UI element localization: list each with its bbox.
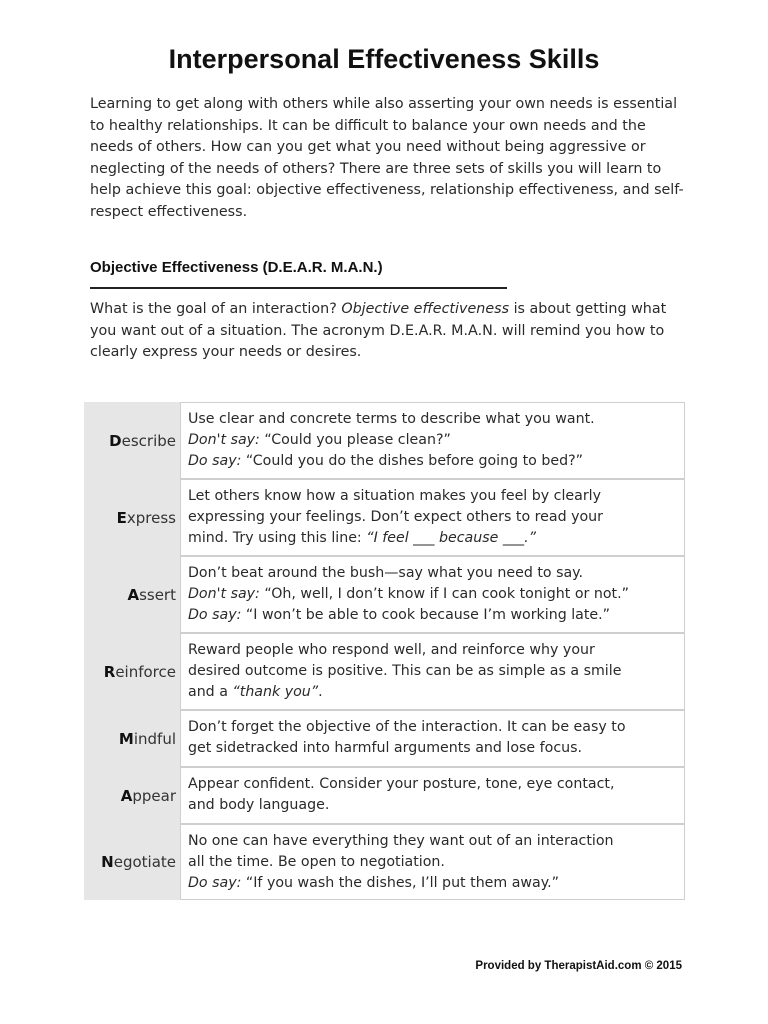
description-text: Use clear and concrete terms to describe what you want. (188, 411, 595, 427)
description-line (188, 774, 678, 795)
description-line (188, 430, 678, 451)
description-text: “Could you please clean?” (259, 432, 451, 448)
description-line (188, 605, 678, 626)
dearman-description (180, 767, 685, 824)
description-italic-text: “thank you” (232, 684, 319, 700)
dearman-term-rest: xpress (126, 508, 176, 527)
description-text: . (318, 684, 323, 700)
section-paragraph (90, 299, 690, 364)
intro-paragraph: Learning to get along with others while also asserting your own needs is essential to healthy relationships. It can be difficult to balance your own needs and the needs of others. How can you get what you need without being aggressive or neglecting of the needs of others? There are three sets of skills you will learn to help achieve this goal: objective effectiveness, relationship effectiveness, and self-respect effectiveness. (90, 96, 684, 220)
section-heading: Objective Effectiveness (D.E.A.R. M.A.N.) (90, 259, 383, 276)
description-line (188, 528, 678, 549)
description-line (188, 451, 678, 472)
description-text: desired outcome is positive. This can be as simple as a smile (188, 663, 622, 679)
dearman-term-rest: egotiate (113, 853, 176, 871)
dearman-term (84, 767, 176, 824)
description-line (188, 584, 678, 605)
description-text: get sidetracked into harmful arguments and lose focus. (188, 740, 583, 756)
description-italic-text: Do say: (188, 875, 242, 891)
description-text: Let others know how a situation makes you feel by clearly (188, 488, 601, 504)
section-text-start: What is the goal of an interaction? (90, 301, 342, 317)
dearman-term-rest: escribe (121, 431, 176, 450)
dearman-description (180, 633, 685, 710)
dearman-term (84, 633, 176, 710)
dearman-term-initial: A (127, 585, 140, 604)
dearman-description (180, 710, 685, 767)
description-text: mind. Try using this line: (188, 530, 367, 546)
description-text: “Could you do the dishes before going to bed?” (241, 453, 583, 469)
dearman-term-initial: R (103, 662, 116, 681)
dearman-row (84, 402, 685, 479)
description-text: expressing your feelings. Don’t expect others to read your (188, 509, 603, 525)
description-line (188, 640, 678, 661)
dearman-row (84, 824, 685, 900)
dearman-term-initial: N (101, 853, 114, 871)
section-text-end: is about getting what you want out of a situation. The acronym D.E.A.R. M.A.N. will remind you how to clearly express your needs or desires. (90, 301, 667, 360)
description-italic-text: Do say: (188, 453, 242, 469)
description-line (188, 873, 678, 894)
dearman-term (84, 710, 176, 767)
description-text: Appear confident. Consider your posture, tone, eye contact, (188, 776, 615, 792)
section-text-italic: Objective effectiveness (341, 301, 510, 317)
dearman-description (180, 479, 685, 556)
description-italic-text: Don't say: (188, 432, 260, 448)
description-text: “If you wash the dishes, I’ll put them away.” (241, 875, 559, 891)
description-line (188, 682, 678, 703)
dearman-term-rest: ppear (132, 786, 176, 805)
description-italic-text: “I feel ___ because ___.” (366, 530, 536, 546)
description-line (188, 717, 678, 738)
dearman-description (180, 824, 685, 900)
description-text: Reward people who respond well, and reinforce why your (188, 642, 595, 658)
description-italic-text: Don't say: (188, 586, 260, 602)
dearman-row (84, 633, 685, 710)
section-divider (90, 287, 507, 289)
description-text: “Oh, well, I don’t know if I can cook tonight or not.” (259, 586, 629, 602)
description-text: Don’t beat around the bush—say what you need to say. (188, 565, 584, 581)
dearman-term-initial: D (109, 431, 122, 450)
dearman-row (84, 556, 685, 633)
description-text: and a (188, 684, 233, 700)
description-line (188, 831, 678, 852)
description-text: Don’t forget the objective of the interaction. It can be easy to (188, 719, 626, 735)
dearman-row (84, 710, 685, 767)
description-text: all the time. Be open to negotiation. (188, 854, 445, 870)
dearman-term (84, 402, 176, 479)
description-line (188, 661, 678, 682)
description-line (188, 409, 678, 430)
description-text: “I won’t be able to cook because I’m working late.” (241, 607, 611, 623)
dearman-term (84, 556, 176, 633)
dearman-term-rest: indful (133, 729, 176, 748)
description-line (188, 795, 678, 816)
description-line (188, 563, 678, 584)
description-text: and body language. (188, 797, 330, 813)
dearman-row (84, 767, 685, 824)
footer-credit: Provided by TherapistAid.com © 2015 (475, 960, 682, 972)
dearman-term-rest: ssert (139, 585, 176, 604)
dearman-term (84, 824, 176, 900)
dearman-term-initial: A (120, 786, 133, 805)
dearman-description (180, 556, 685, 633)
dearman-term-initial: E (116, 508, 127, 527)
dearman-description (180, 402, 685, 479)
page-title: Interpersonal Effectiveness Skills (168, 44, 600, 74)
dearman-table (84, 402, 685, 900)
description-italic-text: Do say: (188, 607, 242, 623)
dearman-term (84, 479, 176, 556)
dearman-row (84, 479, 685, 556)
description-text: No one can have everything they want out of an interaction (188, 833, 614, 849)
dearman-term-initial: M (118, 729, 134, 748)
description-line (188, 486, 678, 507)
description-line (188, 738, 678, 759)
dearman-term-rest: einforce (115, 662, 176, 681)
description-line (188, 852, 678, 873)
description-line (188, 507, 678, 528)
